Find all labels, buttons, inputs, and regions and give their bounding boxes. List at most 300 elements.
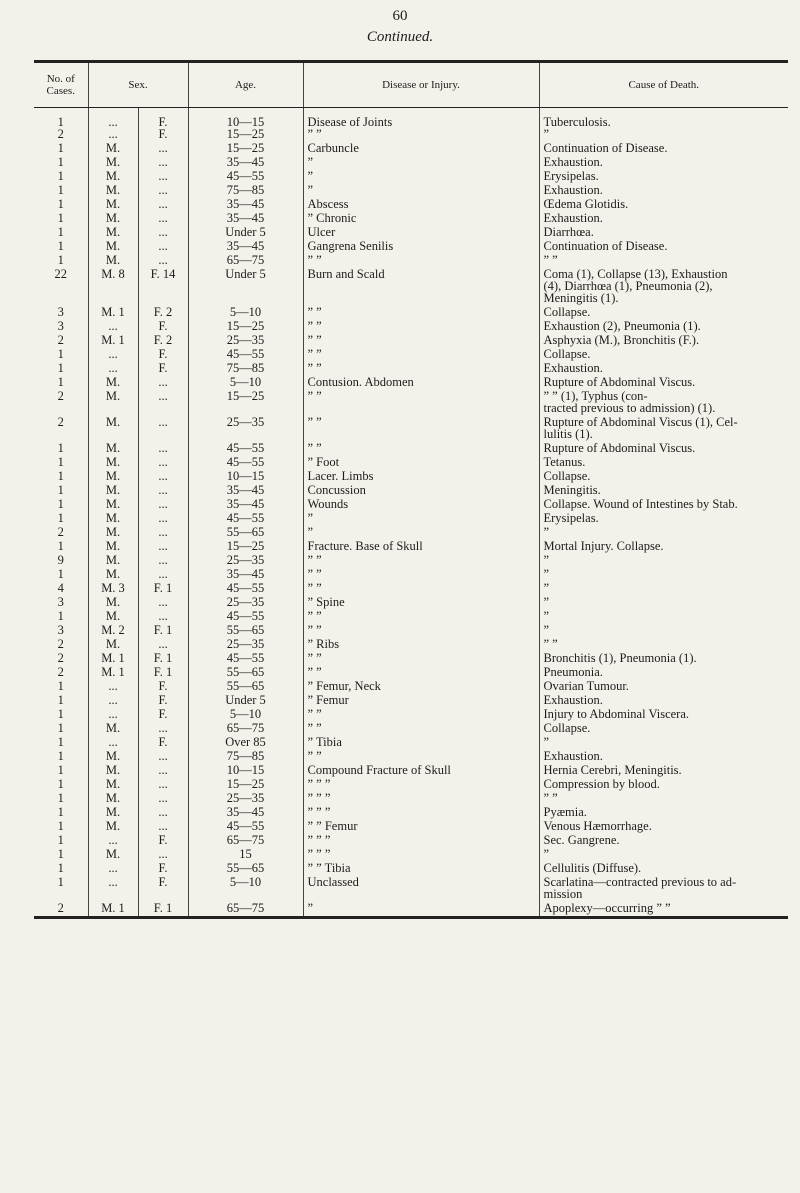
cell-no-cases: 2 — [57, 128, 64, 141]
cell-no-cases: 1 — [57, 764, 64, 777]
cell-no-cases: 1 — [57, 820, 64, 833]
cell-female: F. 2 — [138, 334, 188, 348]
cell-age: 15—25 — [188, 540, 303, 554]
cell-age: 45—55 — [188, 582, 303, 596]
cell-male: ... — [88, 736, 138, 750]
cell-male: M. — [88, 240, 138, 254]
cause-line: Hernia Cerebri, Meningitis. — [543, 764, 682, 777]
cell-disease: ” Ribs — [303, 638, 539, 652]
page-number: 60 — [392, 8, 408, 24]
cell-age: 15—25 — [188, 778, 303, 792]
cell-disease: ” — [303, 526, 539, 540]
cell-male: M. 1 — [88, 902, 138, 916]
cell-age: 75—85 — [188, 362, 303, 376]
cell-disease: ” ” — [303, 666, 539, 680]
cell-age: 65—75 — [188, 834, 303, 848]
cause-line: Œdema Glotidis. — [543, 198, 629, 211]
table-body — [34, 108, 788, 917]
cell-male: M. 8 — [88, 268, 138, 306]
page-subtitle: Continued. — [366, 29, 434, 45]
cell-cause — [539, 484, 788, 498]
cause-line: Rupture of Abdominal Viscus (1), Cel- — [543, 416, 738, 429]
cell-age: 45—55 — [188, 456, 303, 470]
cell-age: 10—15 — [188, 470, 303, 484]
cell-male: M. — [88, 540, 138, 554]
cell-cause — [539, 334, 788, 348]
cause-line: ” ” — [543, 254, 558, 267]
table-row — [34, 568, 788, 582]
table-row — [34, 596, 788, 610]
table-row — [34, 680, 788, 694]
cell-female: F. — [138, 862, 188, 876]
cell-no-cases: 1 — [57, 212, 64, 225]
cell-disease: Disease of Joints — [303, 108, 539, 129]
cell-disease: ” — [303, 156, 539, 170]
cell-age: 10—15 — [188, 108, 303, 129]
cell-male: M. 1 — [88, 666, 138, 680]
cell-disease: ” ” ” — [303, 778, 539, 792]
cell-no-cases: 1 — [57, 568, 64, 581]
cell-no-cases: 2 — [57, 902, 64, 915]
cause-line: ” ” (1), Typhus (con- — [543, 390, 648, 403]
cell-no-cases: 2 — [57, 638, 64, 651]
cell-no-cases: 2 — [57, 526, 64, 539]
table-header — [34, 63, 788, 108]
header-cause: Cause of Death. — [539, 63, 788, 108]
cell-female: ... — [138, 568, 188, 582]
cell-female: ... — [138, 554, 188, 568]
cell-age: Over 85 — [188, 736, 303, 750]
cell-disease: ” ” — [303, 416, 539, 442]
cell-male: M. — [88, 442, 138, 456]
cell-cause — [539, 708, 788, 722]
cell-male: M. — [88, 596, 138, 610]
table-row — [34, 834, 788, 848]
cause-line: ” — [543, 568, 550, 581]
cell-cause — [539, 862, 788, 876]
table-row — [34, 156, 788, 170]
cause-line: Bronchitis (1), Pneumonia (1). — [543, 652, 697, 665]
cause-line: Erysipelas. — [543, 512, 599, 525]
table-row — [34, 764, 788, 778]
cell-male: M. 1 — [88, 652, 138, 666]
cause-line: Continuation of Disease. — [543, 240, 668, 253]
table-row — [34, 876, 788, 902]
cause-line: tracted previous to admission) (1). — [543, 401, 716, 415]
cell-disease: ” — [303, 170, 539, 184]
cell-age: 35—45 — [188, 198, 303, 212]
cell-cause — [539, 348, 788, 362]
cell-cause — [539, 470, 788, 484]
cell-age: 15—25 — [188, 320, 303, 334]
cell-cause — [539, 694, 788, 708]
table-row — [34, 240, 788, 254]
cell-female: ... — [138, 526, 188, 540]
cell-no-cases: 1 — [57, 226, 64, 239]
table-row — [34, 554, 788, 568]
cell-female: ... — [138, 390, 188, 416]
cell-cause — [539, 610, 788, 624]
cell-female: ... — [138, 170, 188, 184]
cell-disease: ” — [303, 184, 539, 198]
cause-line: Sec. Gangrene. — [543, 834, 620, 847]
cell-disease: ” ” — [303, 554, 539, 568]
table-row — [34, 820, 788, 834]
cell-male: M. — [88, 568, 138, 582]
cell-age: 55—65 — [188, 862, 303, 876]
cell-cause — [539, 320, 788, 334]
cell-cause — [539, 540, 788, 554]
cell-age: 45—55 — [188, 610, 303, 624]
cell-no-cases: 1 — [57, 456, 64, 469]
cell-female: ... — [138, 198, 188, 212]
cause-line: Exhaustion. — [543, 750, 603, 763]
cell-female: ... — [138, 376, 188, 390]
cell-no-cases: 3 — [57, 624, 64, 637]
cell-no-cases: 2 — [57, 416, 64, 429]
cause-line: ” — [543, 554, 550, 567]
cell-disease: Carbuncle — [303, 142, 539, 156]
cell-female: ... — [138, 820, 188, 834]
cause-line: Tetanus. — [543, 456, 586, 469]
cell-cause — [539, 526, 788, 540]
cause-line: Erysipelas. — [543, 170, 599, 183]
cell-age: 45—55 — [188, 170, 303, 184]
cell-age: 55—65 — [188, 526, 303, 540]
cell-female: ... — [138, 806, 188, 820]
cell-no-cases: 1 — [57, 610, 64, 623]
cell-male: M. — [88, 456, 138, 470]
cell-female: ... — [138, 212, 188, 226]
cause-line: ” — [543, 610, 550, 623]
cell-disease: ” ” ” — [303, 834, 539, 848]
cell-male: M. — [88, 638, 138, 652]
cell-age: Under 5 — [188, 694, 303, 708]
cell-cause — [539, 416, 788, 442]
cell-no-cases: 1 — [57, 348, 64, 361]
cause-line: ” — [543, 128, 550, 141]
cause-line: Continuation of Disease. — [543, 142, 668, 155]
cell-cause — [539, 554, 788, 568]
table-row — [34, 792, 788, 806]
table-row — [34, 902, 788, 916]
cell-female: ... — [138, 596, 188, 610]
cell-disease: Ulcer — [303, 226, 539, 240]
cell-no-cases: 1 — [57, 848, 64, 861]
cell-cause — [539, 128, 788, 142]
cell-no-cases: 1 — [57, 156, 64, 169]
cell-male: ... — [88, 876, 138, 902]
table-row — [34, 320, 788, 334]
cell-age: 55—65 — [188, 666, 303, 680]
cause-line: Compression by blood. — [543, 778, 660, 791]
cell-male: ... — [88, 320, 138, 334]
cell-no-cases: 1 — [57, 498, 64, 511]
cell-cause — [539, 512, 788, 526]
cause-line: Ovarian Tumour. — [543, 680, 629, 693]
cell-no-cases: 1 — [57, 512, 64, 525]
cell-male: M. — [88, 226, 138, 240]
cell-disease: ” ” ” — [303, 792, 539, 806]
cell-no-cases: 1 — [57, 876, 64, 889]
table-row — [34, 416, 788, 442]
cell-female: ... — [138, 254, 188, 268]
cell-disease: ” ” — [303, 362, 539, 376]
cell-age: 45—55 — [188, 652, 303, 666]
cell-no-cases: 2 — [57, 666, 64, 679]
cell-no-cases: 1 — [57, 750, 64, 763]
cell-female: ... — [138, 416, 188, 442]
cell-male: M. — [88, 254, 138, 268]
cell-cause — [539, 142, 788, 156]
cell-female: F. 14 — [138, 268, 188, 306]
cause-line: mission — [543, 887, 583, 901]
table-row — [34, 268, 788, 306]
cell-male: M. — [88, 526, 138, 540]
table-row — [34, 848, 788, 862]
table-row — [34, 442, 788, 456]
cell-no-cases: 1 — [57, 792, 64, 805]
cell-male: M. 2 — [88, 624, 138, 638]
cell-disease: Compound Fracture of Skull — [303, 764, 539, 778]
table-row — [34, 254, 788, 268]
cause-line: Collapse. — [543, 470, 591, 483]
cell-female: ... — [138, 456, 188, 470]
cell-disease: ” — [303, 512, 539, 526]
cell-female: F. 1 — [138, 624, 188, 638]
cell-male: M. — [88, 512, 138, 526]
cell-female: ... — [138, 470, 188, 484]
cell-disease: ” ” — [303, 334, 539, 348]
cell-female: ... — [138, 722, 188, 736]
cell-female: ... — [138, 638, 188, 652]
cell-female: ... — [138, 442, 188, 456]
cell-age: 45—55 — [188, 348, 303, 362]
cause-line: Rupture of Abdominal Viscus. — [543, 442, 696, 455]
cell-cause — [539, 736, 788, 750]
cell-age: 25—35 — [188, 334, 303, 348]
table-row — [34, 652, 788, 666]
cell-male: ... — [88, 862, 138, 876]
cell-male: M. — [88, 184, 138, 198]
table-row — [34, 484, 788, 498]
table-row — [34, 736, 788, 750]
cell-male: ... — [88, 834, 138, 848]
cause-line: Asphyxia (M.), Bronchitis (F.). — [543, 334, 700, 347]
cell-age: 5—10 — [188, 306, 303, 320]
cell-female: F. — [138, 694, 188, 708]
cell-no-cases: 1 — [57, 680, 64, 693]
table-row — [34, 610, 788, 624]
cell-disease: ” Spine — [303, 596, 539, 610]
cell-disease: Concussion — [303, 484, 539, 498]
cell-no-cases: 1 — [57, 834, 64, 847]
table-row — [34, 526, 788, 540]
cell-cause — [539, 390, 788, 416]
cell-cause — [539, 170, 788, 184]
cell-male: M. — [88, 484, 138, 498]
cell-age: 15 — [188, 848, 303, 862]
table-row — [34, 362, 788, 376]
cell-disease: ” ” — [303, 708, 539, 722]
cell-age: 55—65 — [188, 624, 303, 638]
cell-age: Under 5 — [188, 268, 303, 306]
cell-age: 5—10 — [188, 876, 303, 902]
table-row — [34, 170, 788, 184]
cell-age: 25—35 — [188, 792, 303, 806]
cause-line: Scarlatina—contracted previous to ad- — [543, 876, 737, 889]
table-row — [34, 348, 788, 362]
cause-line: Meningitis. — [543, 484, 601, 497]
cell-female: F. — [138, 108, 188, 129]
cell-disease: ” — [303, 902, 539, 916]
cell-disease: Contusion. Abdomen — [303, 376, 539, 390]
cell-female: ... — [138, 240, 188, 254]
cell-cause — [539, 806, 788, 820]
cell-female: F. 1 — [138, 582, 188, 596]
cause-line: Exhaustion (2), Pneumonia (1). — [543, 320, 701, 333]
cell-disease: Lacer. Limbs — [303, 470, 539, 484]
cell-disease: ” Tibia — [303, 736, 539, 750]
cell-cause — [539, 792, 788, 806]
cell-no-cases: 1 — [57, 376, 64, 389]
cause-line: Collapse. Wound of Intestines by Stab. — [543, 498, 738, 511]
cell-no-cases: 1 — [57, 540, 64, 553]
cell-female: F. 1 — [138, 666, 188, 680]
cell-no-cases: 3 — [57, 306, 64, 319]
cell-disease: ” ” Femur — [303, 820, 539, 834]
cell-no-cases: 1 — [57, 708, 64, 721]
cell-no-cases: 1 — [57, 470, 64, 483]
cell-age: 35—45 — [188, 498, 303, 512]
cell-cause — [539, 156, 788, 170]
cell-male: M. — [88, 170, 138, 184]
cell-cause — [539, 376, 788, 390]
cell-male: M. — [88, 722, 138, 736]
cell-female: F. — [138, 348, 188, 362]
table-row — [34, 722, 788, 736]
cell-male: M. — [88, 212, 138, 226]
cause-line: ” — [543, 736, 550, 749]
cell-female: ... — [138, 764, 188, 778]
cell-male: M. — [88, 778, 138, 792]
cell-no-cases: 1 — [57, 722, 64, 735]
cell-disease: ” ” — [303, 320, 539, 334]
cell-no-cases: 1 — [57, 254, 64, 267]
cell-no-cases: 1 — [57, 778, 64, 791]
header-disease: Disease or Injury. — [303, 63, 539, 108]
cause-line: ” ” — [543, 792, 558, 805]
cell-female: ... — [138, 792, 188, 806]
table-row — [34, 198, 788, 212]
cell-cause — [539, 498, 788, 512]
cause-line: Meningitis (1). — [543, 291, 619, 305]
cell-age: 35—45 — [188, 156, 303, 170]
cell-male: M. — [88, 820, 138, 834]
table-row — [34, 376, 788, 390]
cell-cause — [539, 750, 788, 764]
cell-disease: ” ” — [303, 624, 539, 638]
table-row — [34, 862, 788, 876]
cell-disease: ” Foot — [303, 456, 539, 470]
cell-no-cases: 1 — [57, 362, 64, 375]
cell-male: M. — [88, 806, 138, 820]
cell-no-cases: 1 — [57, 694, 64, 707]
cell-female: ... — [138, 498, 188, 512]
cell-female: F. — [138, 876, 188, 902]
cell-female: F. — [138, 680, 188, 694]
cause-line: Cellulitis (Diffuse). — [543, 862, 642, 875]
cell-age: 65—75 — [188, 902, 303, 916]
cause-line: Collapse. — [543, 348, 591, 361]
cell-age: Under 5 — [188, 226, 303, 240]
cell-cause — [539, 652, 788, 666]
cell-cause — [539, 834, 788, 848]
cell-disease: ” Femur — [303, 694, 539, 708]
cause-line: ” — [543, 596, 550, 609]
cell-no-cases: 2 — [57, 390, 64, 403]
cell-cause — [539, 848, 788, 862]
cell-no-cases: 2 — [57, 652, 64, 665]
cell-cause — [539, 184, 788, 198]
cell-female: F. — [138, 834, 188, 848]
table-row — [34, 708, 788, 722]
cause-line: Injury to Abdominal Viscera. — [543, 708, 690, 721]
cell-male: M. — [88, 376, 138, 390]
table-row — [34, 806, 788, 820]
cause-line: Collapse. — [543, 306, 591, 319]
cell-age: 15—25 — [188, 390, 303, 416]
cell-age: 15—25 — [188, 128, 303, 142]
cell-disease: ” ” — [303, 610, 539, 624]
cell-cause — [539, 442, 788, 456]
cell-cause — [539, 596, 788, 610]
cell-male: M. — [88, 142, 138, 156]
cause-line: Pneumonia. — [543, 666, 603, 679]
cell-cause — [539, 666, 788, 680]
cell-age: 5—10 — [188, 708, 303, 722]
cell-cause — [539, 568, 788, 582]
cell-age: 65—75 — [188, 254, 303, 268]
cell-no-cases: 1 — [57, 170, 64, 183]
cell-male: ... — [88, 362, 138, 376]
cell-male: ... — [88, 694, 138, 708]
cell-disease: ” ” — [303, 722, 539, 736]
cell-no-cases: 1 — [57, 115, 64, 128]
cell-disease: ” ” — [303, 348, 539, 362]
cause-line: Diarrhœa. — [543, 226, 594, 239]
cell-disease: ” ” — [303, 306, 539, 320]
cell-disease: Fracture. Base of Skull — [303, 540, 539, 554]
cell-male: ... — [88, 108, 138, 129]
cause-line: ” — [543, 582, 550, 595]
cell-disease: Wounds — [303, 498, 539, 512]
cell-no-cases: 1 — [57, 862, 64, 875]
cell-age: 35—45 — [188, 806, 303, 820]
cell-age: 45—55 — [188, 442, 303, 456]
cell-male: M. — [88, 416, 138, 442]
cell-male: M. — [88, 498, 138, 512]
cell-male: M. — [88, 554, 138, 568]
cell-age: 25—35 — [188, 416, 303, 442]
cell-cause — [539, 240, 788, 254]
cell-male: M. 1 — [88, 334, 138, 348]
table-row — [34, 390, 788, 416]
cell-female: F. — [138, 736, 188, 750]
cell-female: ... — [138, 750, 188, 764]
cell-disease: ” ” — [303, 254, 539, 268]
cause-line: ” — [543, 624, 550, 637]
